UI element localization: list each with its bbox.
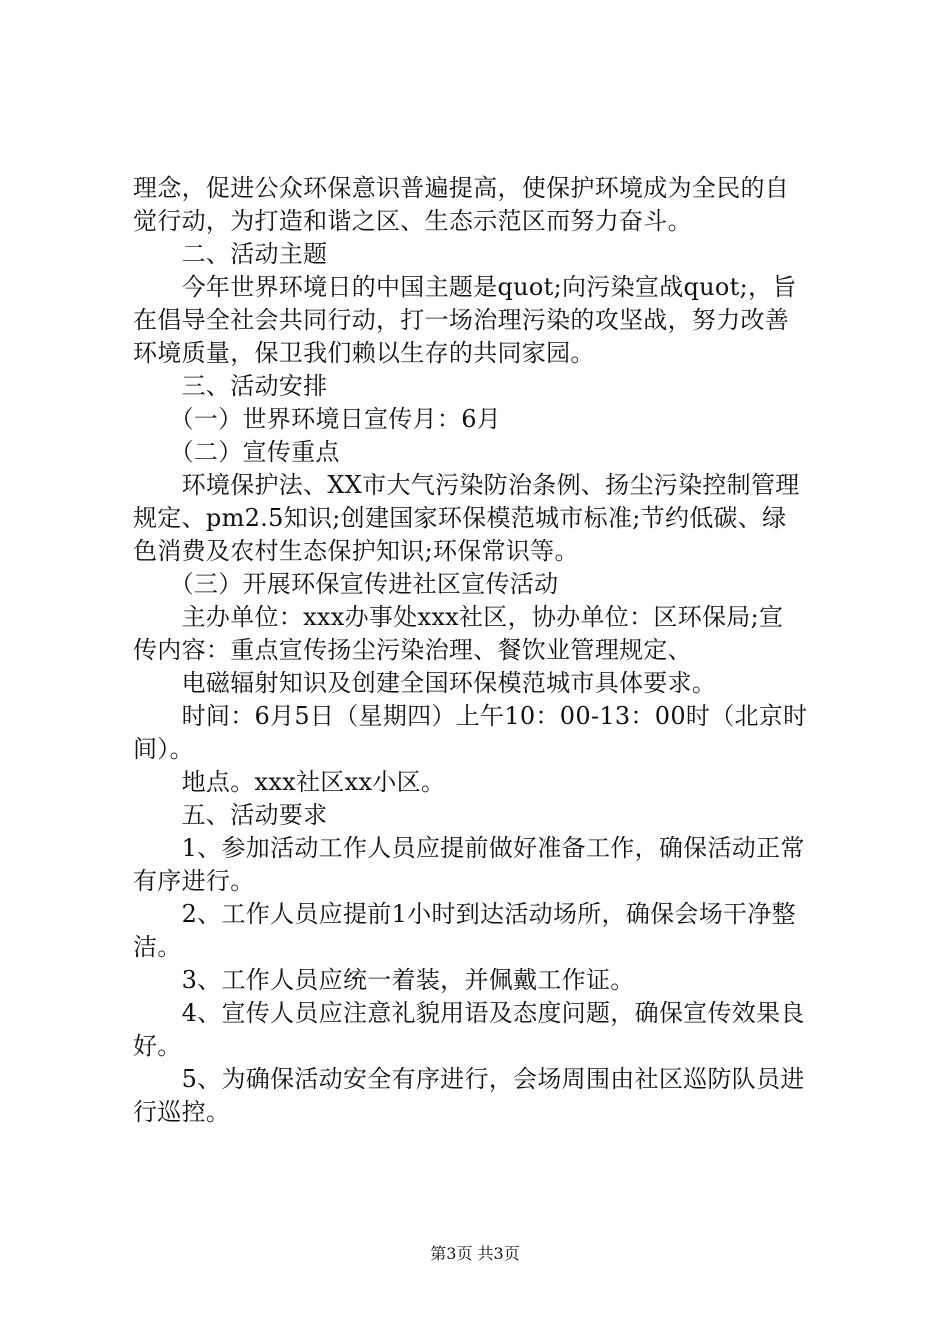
text-line: 传内容：重点宣传扬尘污染治理、餐饮业管理规定、	[133, 636, 692, 664]
text-line: 色消费及农村生态保护知识;环保常识等。	[133, 537, 579, 565]
text-line: 2、工作人员应提前1小时到达活动场所，确保会场干净整	[133, 900, 796, 928]
text-line: 今年世界环境日的中国主题是quot;向污染宣战quot;，旨	[133, 273, 797, 301]
subsection-heading: （一）世界环境日宣传月：6月	[133, 405, 502, 433]
page-footer	[0, 1243, 950, 1265]
text-line: 主办单位：xxx办事处xxx社区，协办单位：区环保局;宣	[133, 603, 784, 631]
text-line: 洁。	[133, 933, 182, 961]
text-line: 1、参加活动工作人员应提前做好准备工作，确保活动正常	[133, 834, 805, 862]
subsection-heading: （二）宣传重点	[133, 438, 340, 466]
text-line: 4、宣传人员应注意礼貌用语及态度问题，确保宣传效果良	[133, 999, 805, 1027]
text-line: 觉行动，为打造和谐之区、生态示范区而努力奋斗。	[133, 207, 692, 235]
document-body	[133, 172, 830, 1129]
text-line: 电磁辐射知识及创建全国环保模范城市具体要求。	[133, 669, 717, 697]
text-line: 行巡控。	[133, 1098, 231, 1126]
page-number: 第3页 共3页	[430, 1244, 520, 1263]
text-line: 理念，促进公众环保意识普遍提高，使保护环境成为全民的自	[133, 174, 790, 202]
text-line: 5、为确保活动安全有序进行，会场周围由社区巡防队员进	[133, 1065, 805, 1093]
text-line: 好。	[133, 1032, 182, 1060]
section-heading: 三、活动安排	[133, 372, 328, 400]
text-line: 有序进行。	[133, 867, 255, 895]
text-line: 规定、pm2.5知识;创建国家环保模范城市标准;节约低碳、绿	[133, 504, 787, 532]
text-line: 时间：6月5日（星期四）上午10：00-13：00时（北京时	[133, 702, 808, 730]
text-line: 在倡导全社会共同行动，打一场治理污染的攻坚战，努力改善	[133, 306, 790, 334]
subsection-heading: （三）开展环保宣传进社区宣传活动	[133, 570, 559, 598]
text-line: 间）。	[133, 735, 194, 763]
text-line: 环境质量，保卫我们赖以生存的共同家园。	[133, 339, 595, 367]
section-heading: 五、活动要求	[133, 801, 328, 829]
text-line: 环境保护法、XX市大气污染防治条例、扬尘污染控制管理	[133, 471, 800, 499]
text-line: 地点。xxx社区xx小区。	[133, 768, 446, 796]
text-line: 3、工作人员应统一着装，并佩戴工作证。	[133, 966, 635, 994]
section-heading: 二、活动主题	[133, 240, 328, 268]
